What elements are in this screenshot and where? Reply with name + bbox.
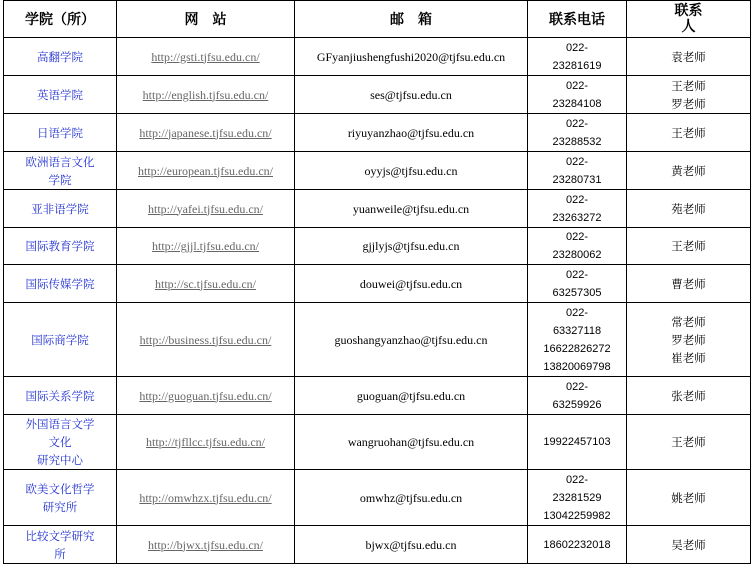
phone-number-line: 022-	[565, 79, 589, 92]
table-row	[4, 303, 751, 377]
college-name	[4, 38, 117, 76]
website-cell	[117, 415, 295, 470]
phone-number-line: 23263272	[552, 211, 602, 224]
website-link[interactable]: http://tjfllcc.tjfsu.edu.cn/	[146, 435, 265, 449]
email-address: guoguan@tjfsu.edu.cn	[295, 377, 528, 415]
header-contact-line2: 人	[681, 19, 696, 35]
college-name-line: 国际关系学院	[25, 388, 95, 403]
contact-person	[627, 114, 751, 152]
header-contact	[627, 1, 751, 38]
phone-number	[528, 228, 627, 265]
phone-number-line: 022-	[565, 306, 589, 319]
college-name-line: 国际教育学院	[25, 239, 95, 253]
phone-number-line: 13820069798	[543, 360, 611, 373]
phone-number-line: 23280062	[552, 249, 602, 261]
table-row	[4, 470, 751, 526]
phone-number	[528, 377, 627, 415]
contact-person	[627, 38, 751, 76]
website-link[interactable]: http://guoguan.tjfsu.edu.cn/	[139, 388, 272, 403]
email-address: guoshangyanzhao@tjfsu.edu.cn	[295, 303, 528, 377]
phone-number-line: 16622826272	[543, 342, 611, 355]
website-cell	[117, 114, 295, 152]
contact-person-line: 王老师	[671, 239, 706, 253]
website-cell	[117, 470, 295, 526]
college-name	[4, 415, 117, 470]
phone-number-line: 23281529	[552, 491, 602, 504]
college-name	[4, 265, 117, 303]
contact-person-line: 姚老师	[671, 490, 706, 505]
table-row	[4, 38, 751, 76]
contact-person	[627, 76, 751, 114]
contact-person	[627, 190, 751, 228]
website-link[interactable]: http://business.tjfsu.edu.cn/	[139, 332, 272, 347]
college-name-line: 亚非语学院	[31, 201, 89, 216]
college-name	[4, 228, 117, 265]
website-cell	[117, 377, 295, 415]
website-cell	[117, 265, 295, 303]
contact-person-line: 王老师	[671, 78, 706, 93]
website-link[interactable]: http://sc.tjfsu.edu.cn/	[155, 276, 256, 291]
table-row	[4, 377, 751, 415]
college-name-line: 欧美文化哲学	[25, 481, 95, 496]
header-row	[4, 1, 751, 38]
website-link[interactable]: http://bjwx.tjfsu.edu.cn/	[148, 537, 263, 552]
college-name-line: 日语学院	[37, 125, 83, 140]
email-address: gjjlyjs@tjfsu.edu.cn	[295, 228, 528, 265]
website-cell	[117, 303, 295, 377]
header-phone: 联系电话	[528, 1, 627, 38]
contact-person	[627, 152, 751, 190]
phone-number-line: 022-	[565, 231, 589, 243]
phone-number-line: 23281619	[552, 59, 602, 72]
table-row	[4, 76, 751, 114]
contact-person	[627, 415, 751, 470]
phone-number-line: 23284108	[552, 97, 602, 110]
website-cell	[117, 38, 295, 76]
phone-number-line: 13042259982	[543, 509, 611, 522]
phone-number-line: 022-	[565, 117, 589, 130]
phone-number-line: 022-	[565, 193, 589, 206]
table-row	[4, 415, 751, 470]
email-address: wangruohan@tjfsu.edu.cn	[295, 415, 528, 470]
phone-number-line: 18602232018	[543, 538, 611, 551]
contact-person	[627, 228, 751, 265]
phone-number-line: 19922457103	[543, 436, 611, 448]
header-contact-line1: 联系	[674, 3, 703, 19]
contact-person	[627, 526, 751, 564]
email-address: bjwx@tjfsu.edu.cn	[295, 526, 528, 564]
college-name	[4, 526, 117, 564]
college-name	[4, 190, 117, 228]
contact-person-line: 王老师	[671, 435, 706, 449]
table-row	[4, 265, 751, 303]
phone-number	[528, 265, 627, 303]
college-name	[4, 377, 117, 415]
phone-number	[528, 190, 627, 228]
email-address: ses@tjfsu.edu.cn	[295, 76, 528, 114]
table-row	[4, 114, 751, 152]
college-name-line: 国际商学院	[31, 332, 89, 347]
contact-person-line: 张老师	[671, 388, 706, 403]
college-name-line: 学院	[48, 172, 72, 187]
college-name-line: 英语学院	[37, 87, 83, 102]
college-name	[4, 303, 117, 377]
contact-person-line: 崔老师	[671, 350, 706, 365]
phone-number-line: 022-	[565, 155, 589, 168]
college-name	[4, 470, 117, 526]
contact-person-line: 罗老师	[671, 332, 706, 347]
phone-number	[528, 38, 627, 76]
email-address: riyuyanzhao@tjfsu.edu.cn	[295, 114, 528, 152]
phone-number	[528, 76, 627, 114]
contact-person	[627, 377, 751, 415]
college-name-line: 文化	[48, 435, 72, 449]
contact-person-line: 苑老师	[671, 201, 706, 216]
contact-person	[627, 303, 751, 377]
phone-number-line: 23288532	[552, 135, 602, 148]
phone-number	[528, 114, 627, 152]
contact-person-line: 常老师	[671, 314, 706, 329]
contact-person	[627, 265, 751, 303]
website-cell	[117, 76, 295, 114]
website-link[interactable]: http://gsti.tjfsu.edu.cn/	[151, 49, 260, 64]
website-link[interactable]: http://european.tjfsu.edu.cn/	[138, 163, 273, 178]
contact-person-line: 黄老师	[671, 163, 706, 178]
contact-person-line: 袁老师	[671, 49, 706, 64]
contact-person	[627, 470, 751, 526]
email-address: oyyjs@tjfsu.edu.cn	[295, 152, 528, 190]
header-website: 网 站	[117, 1, 295, 38]
website-cell	[117, 526, 295, 564]
table-row	[4, 228, 751, 265]
header-college: 学院（所）	[4, 1, 117, 38]
college-name-line: 比较文学研究	[25, 528, 95, 543]
phone-number-line: 63257305	[552, 286, 602, 299]
table-row	[4, 152, 751, 190]
college-name-line: 欧洲语言文化	[25, 154, 95, 169]
phone-number-line: 022-	[565, 380, 589, 393]
college-name-line: 外国语言文学	[25, 417, 95, 431]
college-name-line: 国际传媒学院	[25, 276, 95, 291]
college-name-line: 研究所	[42, 499, 78, 514]
phone-number-line: 63327118	[552, 324, 602, 337]
phone-number-line: 23280731	[552, 173, 602, 186]
college-name	[4, 114, 117, 152]
table-row	[4, 526, 751, 564]
phone-number	[528, 152, 627, 190]
website-link[interactable]: http://yafei.tjfsu.edu.cn/	[148, 201, 263, 216]
college-name-line: 高翻学院	[37, 49, 83, 64]
college-name-line: 所	[54, 546, 66, 561]
email-address: yuanweile@tjfsu.edu.cn	[295, 190, 528, 228]
phone-number-line: 63259926	[552, 398, 602, 411]
table-row	[4, 190, 751, 228]
college-name	[4, 152, 117, 190]
website-link[interactable]: http://gjjl.tjfsu.edu.cn/	[152, 239, 259, 253]
phone-number	[528, 526, 627, 564]
phone-number-line: 022-	[565, 268, 589, 281]
website-link[interactable]: http://english.tjfsu.edu.cn/	[142, 87, 269, 102]
website-cell	[117, 228, 295, 265]
header-email: 邮 箱	[295, 1, 528, 38]
email-address: omwhz@tjfsu.edu.cn	[295, 470, 528, 526]
contact-person-line: 王老师	[671, 125, 706, 140]
contact-person-line: 吴老师	[671, 537, 706, 552]
phone-number	[528, 415, 627, 470]
phone-number	[528, 303, 627, 377]
contact-person-line: 罗老师	[671, 96, 706, 111]
contact-person-line: 曹老师	[671, 276, 706, 291]
website-link[interactable]: http://omwhzx.tjfsu.edu.cn/	[139, 490, 272, 505]
contacts-table	[3, 0, 751, 564]
phone-number	[528, 470, 627, 526]
phone-number-line: 022-	[565, 41, 589, 54]
website-cell	[117, 190, 295, 228]
college-name-line: 研究中心	[37, 453, 83, 467]
website-link[interactable]: http://japanese.tjfsu.edu.cn/	[139, 125, 272, 140]
email-address: douwei@tjfsu.edu.cn	[295, 265, 528, 303]
website-cell	[117, 152, 295, 190]
email-address: GFyanjiushengfushi2020@tjfsu.edu.cn	[295, 38, 528, 76]
phone-number-line: 022-	[565, 473, 589, 486]
college-name	[4, 76, 117, 114]
